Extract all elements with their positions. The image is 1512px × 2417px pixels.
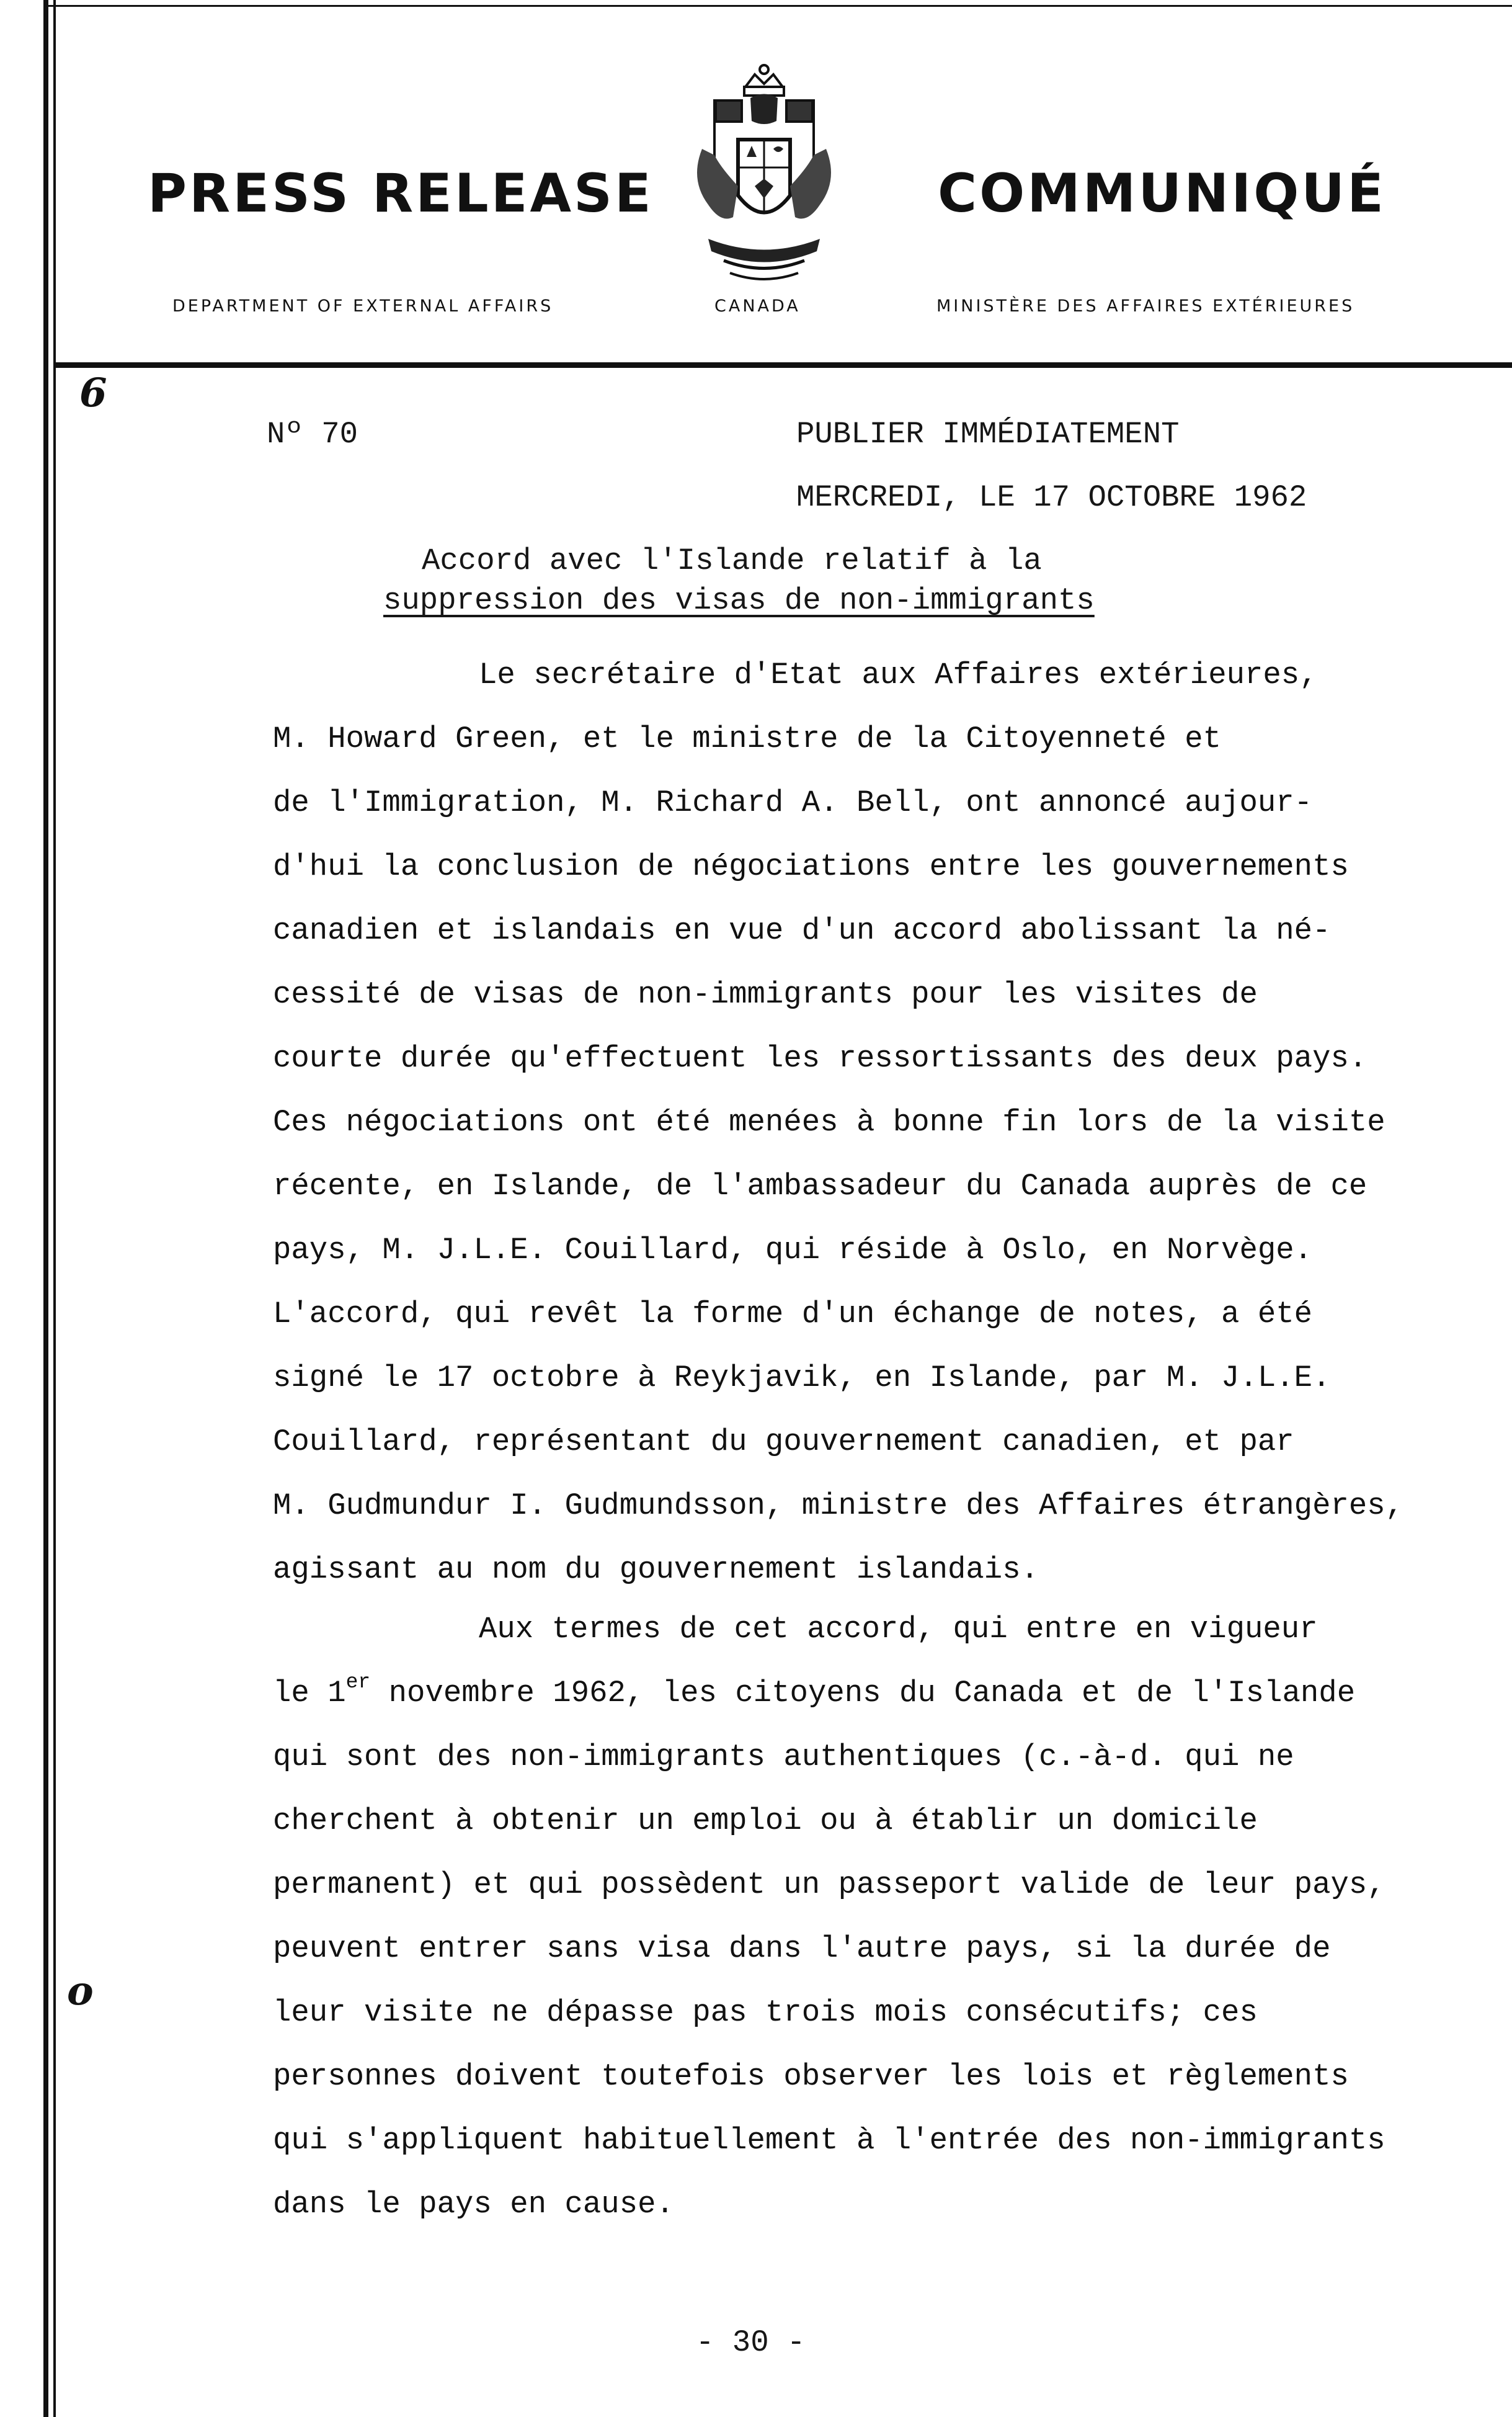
- country-label: CANADA: [714, 297, 801, 316]
- margin-mark-top: 6: [79, 370, 107, 416]
- paragraph-line: peuvent entrer sans visa dans l'autre pays, si la durée de: [273, 1931, 1331, 1966]
- release-instruction: PUBLIER IMMÉDIATEMENT: [796, 417, 1180, 452]
- communique-title: COMMUNIQUÉ: [938, 163, 1386, 225]
- headline-line-1: Accord avec l'Islande relatif à la: [422, 543, 1042, 578]
- paragraph-line: leur visite ne dépasse pas trois mois consécutifs; ces: [273, 1995, 1258, 2030]
- paragraph-line: Ces négociations ont été menées à bonne fin lors de la visite: [273, 1105, 1385, 1140]
- paragraph-line: cherchent à obtenir un emploi ou à établir un domicile: [273, 1803, 1258, 1838]
- ordinal-superscript: er: [345, 1671, 371, 1694]
- paragraph-line: [273, 1671, 1482, 1740]
- release-number: Nº 70: [267, 417, 358, 452]
- paragraph-line: récente, en Islande, de l'ambassadeur du Canada auprès de ce: [273, 1169, 1367, 1204]
- paragraph-line: Le secrétaire d'Etat aux Affaires extérieures,: [479, 658, 1318, 692]
- paragraph-line: courte durée qu'effectuent les ressortissants des deux pays.: [273, 1041, 1367, 1076]
- text-fragment: novembre 1962, les citoyens du Canada et de l'Islande: [370, 1676, 1356, 1710]
- paragraph-line: agissant au nom du gouvernement islandais.: [273, 1552, 1039, 1587]
- paragraph-line: de l'Immigration, M. Richard A. Bell, ont annoncé aujour-: [273, 785, 1313, 820]
- top-rule: [43, 5, 1512, 7]
- paragraph-line: canadien et islandais en vue d'un accord abolissant la né-: [273, 913, 1331, 948]
- paragraph-1: [273, 658, 1482, 1616]
- paragraph-line: signé le 17 octobre à Reykjavik, en Islande, par M. J.L.E.: [273, 1360, 1331, 1395]
- paragraph-line: cessité de visas de non-immigrants pour les visites de: [273, 977, 1258, 1012]
- release-date: MERCREDI, LE 17 OCTOBRE 1962: [796, 480, 1307, 515]
- text-fragment: le 1: [273, 1676, 346, 1710]
- department-en: DEPARTMENT OF EXTERNAL AFFAIRS: [172, 297, 554, 316]
- page-number: - 30 -: [696, 2325, 806, 2360]
- department-fr: MINISTÈRE DES AFFAIRES EXTÉRIEURES: [936, 297, 1355, 316]
- paragraph-line: dans le pays en cause.: [273, 2187, 674, 2222]
- paragraph-line: qui s'appliquent habituellement à l'entrée des non-immigrants: [273, 2123, 1385, 2158]
- paragraph-line: personnes doivent toutefois observer les lois et règlements: [273, 2059, 1349, 2094]
- header-rule: [53, 362, 1512, 368]
- paragraph-line: M. Howard Green, et le ministre de la Citoyenneté et: [273, 722, 1222, 756]
- paragraph-line: L'accord, qui revêt la forme d'un échange de notes, a été: [273, 1297, 1313, 1331]
- paragraph-line: pays, M. J.L.E. Couillard, qui réside à Oslo, en Norvège.: [273, 1233, 1313, 1267]
- canada-coat-of-arms-icon: [671, 62, 857, 292]
- margin-rule-outer: [43, 0, 48, 2417]
- paragraph-line: M. Gudmundur I. Gudmundsson, ministre des Affaires étrangères,: [273, 1488, 1404, 1523]
- paragraph-2: [273, 1612, 1482, 2251]
- paragraph-line: permanent) et qui possèdent un passeport valide de leur pays,: [273, 1867, 1385, 1902]
- paragraph-line: qui sont des non-immigrants authentiques (c.-à-d. qui ne: [273, 1740, 1294, 1774]
- press-release-title: PRESS RELEASE: [148, 163, 654, 225]
- paragraph-line: d'hui la conclusion de négociations entre les gouvernements: [273, 849, 1349, 884]
- paragraph-line: Aux termes de cet accord, qui entre en vigueur: [479, 1612, 1318, 1646]
- margin-mark-bottom: o: [67, 1968, 94, 2014]
- headline-line-2: suppression des visas de non-immigrants: [383, 583, 1095, 618]
- paragraph-line: Couillard, représentant du gouvernement canadien, et par: [273, 1424, 1294, 1459]
